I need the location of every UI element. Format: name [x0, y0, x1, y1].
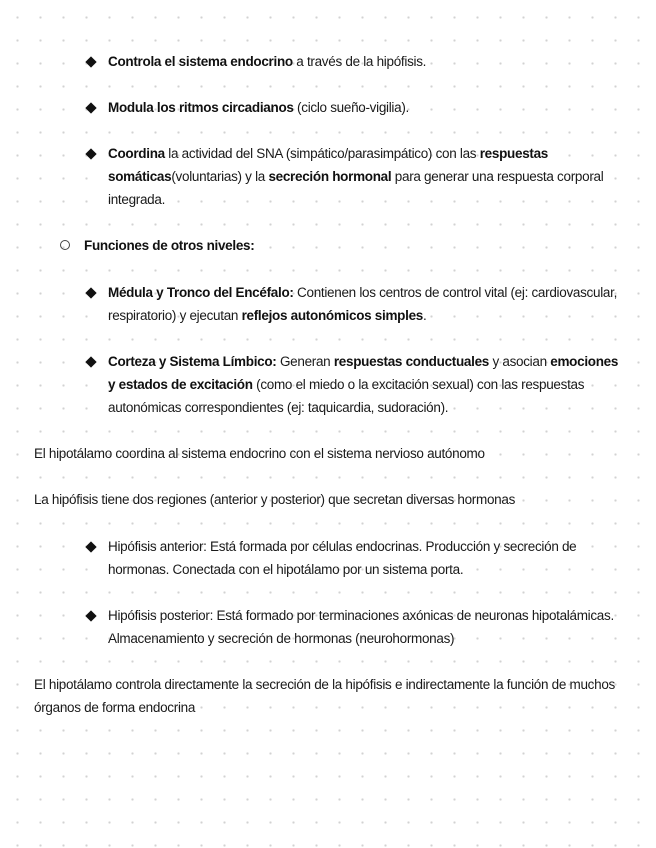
bullet-bold-text: Modula los ritmos circadianos	[108, 100, 294, 115]
bullet-circadian-rhythms	[108, 96, 620, 119]
paragraph-hypothalamus-control: El hipotálamo controla directamente la secreción de la hipófisis e indirectamente la función de muchos órganos de forma endocrina	[34, 677, 615, 715]
bullet-text: y asocian	[489, 354, 551, 369]
heading-text: Funciones de otros niveles:	[84, 238, 255, 253]
bullet-posterior-pituitary	[108, 604, 620, 650]
bullet-cortex-limbic	[108, 350, 620, 419]
bullet-coordination	[108, 142, 620, 211]
bullet-text: Hipófisis anterior: Está formada por células endocrinas. Producción y secreción de hormonas. Conectada con el hipotálamo por un sistema porta.	[108, 539, 577, 577]
bullet-bold-text: emociones y estados de excitación	[108, 354, 619, 392]
bullet-medulla-brainstem	[108, 281, 620, 327]
bullet-bold-text: respuestas somáticas	[108, 146, 549, 184]
bullet-bold-text: Médula y Tronco del Encéfalo:	[108, 285, 294, 300]
bullet-text: la actividad del SNA (simpático/parasimpático) con las	[164, 146, 480, 161]
bullet-text: Generan	[276, 354, 334, 369]
bullet-bold-text: secreción hormonal	[268, 169, 392, 184]
diamond-bullet-icon	[85, 148, 97, 160]
diamond-bullet-icon	[85, 102, 97, 114]
bullet-bold-text: Corteza y Sistema Límbico:	[108, 354, 277, 369]
bullet-bold-text: Controla el sistema endocrino	[108, 54, 293, 69]
bullet-anterior-pituitary	[108, 535, 620, 581]
paragraph-hypothalamus-coordination: El hipotálamo coordina al sistema endocrino con el sistema nervioso autónomo	[34, 446, 485, 461]
heading-other-levels	[84, 234, 620, 257]
bullet-text: a través de la hipófisis.	[292, 54, 427, 69]
bullet-text: Contienen los centros de control vital (ej: cardiovascular, respiratorio) y ejecutan	[108, 285, 618, 323]
diamond-bullet-icon	[85, 287, 97, 299]
bullet-endocrine-control	[108, 50, 620, 73]
diamond-bullet-icon	[85, 356, 97, 368]
paragraph-pituitary-regions: La hipófisis tiene dos regiones (anterior y posterior) que secretan diversas hormonas	[34, 492, 516, 507]
bullet-text: para generar una respuesta corporal integrada.	[108, 169, 604, 207]
diamond-bullet-icon	[85, 541, 97, 553]
circle-bullet-icon	[60, 240, 70, 250]
bullet-text: (voluntarias) y la	[171, 169, 269, 184]
bullet-bold-text: reflejos autonómicos simples	[241, 308, 423, 323]
bullet-text: .	[422, 308, 427, 323]
bullet-text: (como el miedo o la excitación sexual) con las respuestas autonómicas correspondientes (ej: taquicardia, sudoración).	[108, 377, 585, 415]
bullet-bold-text: respuestas conductuales	[333, 354, 490, 369]
bullet-text: Hipófisis posterior: Está formado por terminaciones axónicas de neuronas hipotalámicas. Almacenamiento y secreción de hormonas (neurohormonas)	[108, 608, 614, 646]
diamond-bullet-icon	[85, 610, 97, 622]
bullet-text: (ciclo sueño-vigilia).	[293, 100, 409, 115]
diamond-bullet-icon	[85, 56, 97, 68]
bullet-bold-text: Coordina	[108, 146, 165, 161]
